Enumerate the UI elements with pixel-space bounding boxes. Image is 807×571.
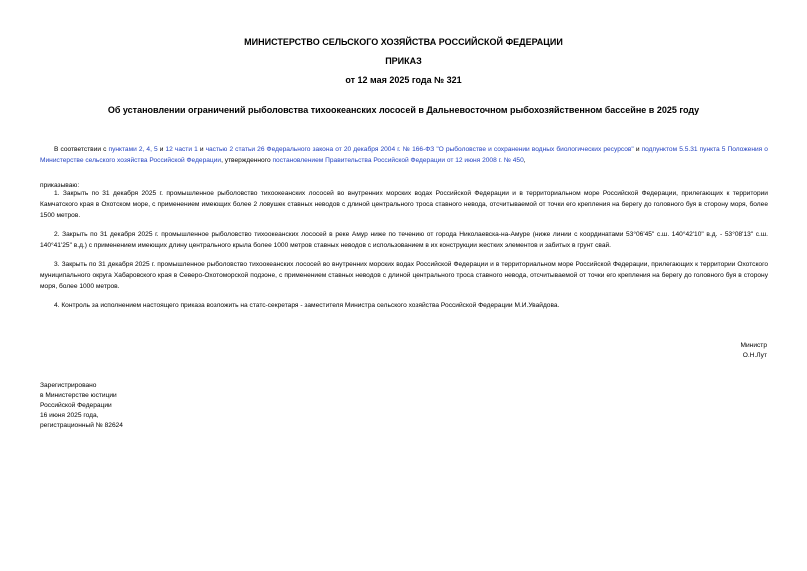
intro-text-1: В соответствии с [54,146,109,153]
registration-block [40,381,123,431]
link-government-decree[interactable]: постановлением Правительства Российской Федерации от 12 июня 2008 г. № 450 [272,157,524,164]
intro-text-3: и [197,146,206,153]
link-federal-law[interactable]: частью 2 статьи 26 Федерального закона от 20 декабря 2004 г. № 166-ФЗ "О рыболовстве и сохранении водных биологических ресурсов" [205,146,634,153]
order-item-3: 3. Закрыть по 31 декабря 2025 г. промышленное рыболовство тихоокеанских лососей во внутренних морских водах Российской Федерации и в территориальном море Российской Федерации, прилегающих к территории Охотского муниципального округа Хабаровского края в Северо-Охотоморской подзоне, с применением ставных неводов с длиной центрального троса ставного невода, отсчитываемой от точки его крепления на берегу до головного буя в сторону моря, более 1000 метров. [40,261,768,290]
document-title: Об установлении ограничений рыболовства тихоокеанских лососей в Дальневосточном рыбохозяйственном бассейне в 2025 году [107,105,700,115]
order-item-4: 4. Контроль за исполнением настоящего приказа возложить на статс-секретаря - заместителя Министра сельского хозяйства Российской Федерации М.И.Увайдова. [54,302,560,309]
registration-line: в Министерстве юстиции [40,392,117,399]
registration-line: Зарегистрировано [40,382,97,389]
registration-date: 16 июня 2025 года, [40,412,99,419]
ministry-heading: МИНИСТЕРСТВО СЕЛЬСКОГО ХОЗЯЙСТВА РОССИЙСКОЙ ФЕДЕРАЦИИ [244,37,563,47]
intro-text-2: и [157,146,166,153]
intro-text-5: , утвержденного [221,157,273,164]
signer-name: О.Н.Лут [742,352,767,359]
link-law-points[interactable]: пунктами 2, 4, 5 [108,146,158,153]
registration-line: Российской Федерации [40,402,112,409]
order-word: приказываю: [40,182,80,189]
order-item-1: 1. Закрыть по 31 декабря 2025 г. промышленное рыболовство тихоокеанских лососей во внутренних морских водах Российской Федерации и в территориальном море Российской Федерации, прилегающих к территории Камчатского края в Охотском море, с применением имеющих более 2 ловушек ставных неводов с длиной центрального троса ставного невода, отсчитываемой от точки его крепления на берегу до головного буя в сторону моря, более 1500 метров. [40,190,768,219]
document-type: ПРИКАЗ [385,56,422,66]
link-part-1[interactable]: 12 части 1 [165,146,198,153]
link-regulation-subpoint[interactable]: подпунктом 5.5.31 пункта 5 Положения о Министерстве сельского хозяйства Российской Федерации [40,146,768,164]
intro-text-6: , [523,157,526,164]
order-item-2: 2. Закрыть по 31 декабря 2025 г. промышленное рыболовство тихоокеанских лососей в реке Амур ниже по течению от города Николаевска-на-Амуре (ниже линии с координатами 53°06'45" с.ш. 140°42'10" в.д. - 53°08'13" с.ш. 140°41'25" в.д.) с применением имеющих длину центрального крыла более 1000 метров ставных неводов с использованием в их конструкции жестких элементов и забитых в грунт свай. [40,231,768,249]
intro-text-4: и [633,146,642,153]
document-date-number: от 12 мая 2025 года № 321 [345,75,462,85]
signer-position: Министр [740,342,767,349]
registration-number: регистрационный № 82624 [40,422,123,429]
intro-paragraph [40,144,768,166]
signature-block [741,341,768,361]
